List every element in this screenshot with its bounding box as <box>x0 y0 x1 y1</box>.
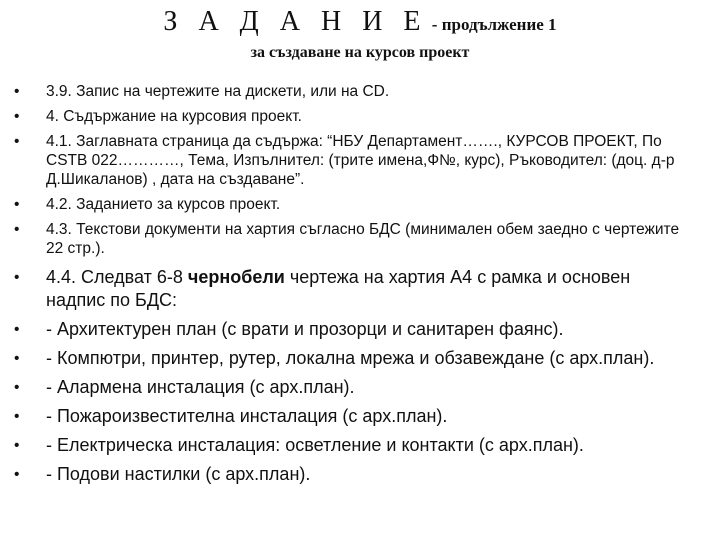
list-item <box>0 405 720 428</box>
bullet-icon: • <box>14 466 20 483</box>
list-item-text-before: 4.4. Следват 6-8 <box>46 267 188 287</box>
list-item <box>0 220 720 258</box>
bullet-icon: • <box>14 321 20 338</box>
list-item <box>0 318 720 341</box>
title-main: З А Д А Н И Е <box>163 6 428 37</box>
list-item-text: 3.9. Запис на чертежите на дискети, или на CD. <box>46 83 390 100</box>
list-item <box>0 82 720 101</box>
bullet-icon: • <box>14 221 20 238</box>
bullet-icon: • <box>14 83 20 100</box>
list-item-text: 4.2. Заданието за курсов проект. <box>46 196 281 213</box>
bullet-icon: • <box>14 379 20 396</box>
list-item <box>0 195 720 214</box>
list-item <box>0 434 720 457</box>
list-item-text: - Електрическа инсталация: осветление и контакти (с арх.план). <box>46 435 584 455</box>
list-item <box>0 107 720 126</box>
bullet-icon: • <box>14 408 20 425</box>
bullet-icon: • <box>14 196 20 213</box>
list-item-text: 4.1. Заглавната страница да съдържа: “НБУ Департамент……., КУРСОВ ПРОЕКТ, По CSTB 022…………, Тема, Изпълнител: (трите имена,Ф№, курс), Ръководител: (доц. д-р Д.Шикаланов) , дата на създаване”. <box>46 133 675 188</box>
list-item-text: - Компютри, принтер, рутер, локална мрежа и обзавеждане (с арх.план). <box>46 348 655 368</box>
slide-subtitle: за създаване на курсов проект <box>250 44 470 61</box>
list-item-text: - Архитектурен план (с врати и прозорци и санитарен фаянс). <box>46 319 564 339</box>
list-item-text-bold: чернобели <box>187 267 285 287</box>
list-item <box>0 463 720 486</box>
bullet-icon: • <box>14 350 20 367</box>
list-item-text <box>46 267 630 310</box>
bullet-icon: • <box>14 108 20 125</box>
bullet-icon: • <box>14 269 20 286</box>
list-item-text: - Пожароизвестителна инсталация (с арх.план). <box>46 406 448 426</box>
list-item-text: - Подови настилки (с арх.план). <box>46 464 311 484</box>
list-item-text: 4.3. Текстови документи на хартия съгласно БДС (минимален обем заедно с чертежите 22 стр.). <box>46 221 680 257</box>
bullet-icon: • <box>14 437 20 454</box>
slide-title <box>0 6 720 38</box>
list-item <box>0 132 720 189</box>
list-item <box>0 266 720 312</box>
list-item-text: 4. Съдържание на курсовия проект. <box>46 108 302 125</box>
list-item-text-after: чертежа на хартия А4 с рамка и основен надпис по БДС: <box>46 267 631 310</box>
list-item <box>0 376 720 399</box>
list-item <box>0 347 720 370</box>
bullet-list <box>0 82 720 492</box>
list-item-text: - Алармена инсталация (с арх.план). <box>46 377 355 397</box>
bullet-icon: • <box>14 133 20 150</box>
title-suffix: - продължение 1 <box>427 15 557 34</box>
